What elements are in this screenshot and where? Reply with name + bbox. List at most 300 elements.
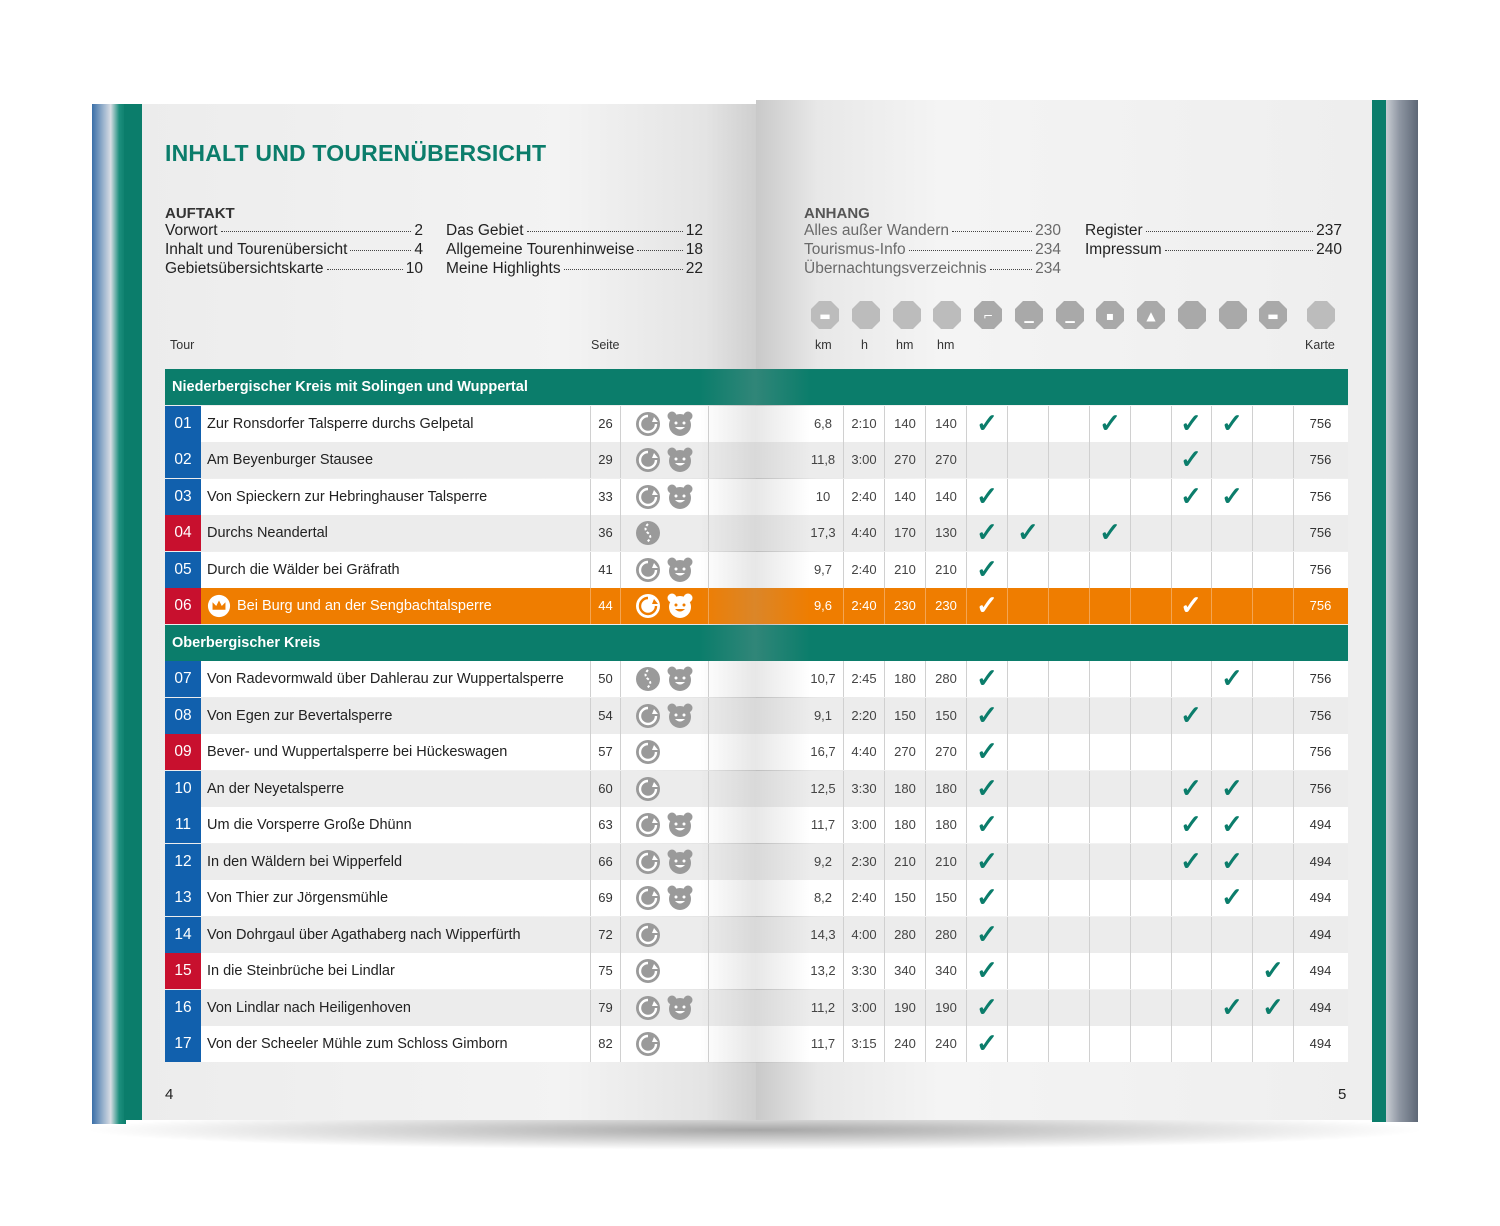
empty-category-cell xyxy=(1212,1026,1253,1062)
tour-ascent: 140 xyxy=(885,479,926,515)
toc-leader-dots xyxy=(564,269,683,270)
empty-category-cell xyxy=(1049,552,1090,588)
checkmark-icon: ✓ xyxy=(1171,844,1212,880)
tour-name-cell xyxy=(201,588,591,624)
round-trip-icon xyxy=(635,739,661,765)
gutter-cell xyxy=(709,771,803,807)
gutter-cell xyxy=(709,807,803,843)
tour-descent: 130 xyxy=(926,515,967,551)
empty-category-cell xyxy=(1212,953,1253,989)
toc-entry-label: Alles außer Wandern xyxy=(804,222,950,239)
tour-duration: 2:10 xyxy=(844,406,885,442)
tour-ascent: 180 xyxy=(885,771,926,807)
tour-row[interactable] xyxy=(165,1026,1348,1062)
svg-text:▪: ▪ xyxy=(1105,309,1115,323)
checkmark-icon: ✓ xyxy=(1090,515,1131,551)
toc-entry-label: Vorwort xyxy=(165,222,218,239)
svg-text:▁: ▁ xyxy=(1024,309,1034,323)
gutter-cell xyxy=(709,588,803,624)
tour-name-cell xyxy=(201,844,591,880)
tour-name: Von Thier zur Jörgensmühle xyxy=(207,890,389,906)
empty-category-cell xyxy=(1008,588,1049,624)
empty-category-cell xyxy=(1212,515,1253,551)
tour-page: 72 xyxy=(591,917,621,953)
tour-name: Von Spieckern zur Hebringhauser Talsperre xyxy=(207,488,488,505)
category-pictogram-icon xyxy=(1258,300,1288,330)
empty-category-cell xyxy=(1212,588,1253,624)
tour-map-number: 756 xyxy=(1309,415,1332,431)
toc-leader-dots xyxy=(1146,231,1313,232)
tour-descent: 280 xyxy=(926,661,967,697)
toc-entry-label: Inhalt und Tourenübersicht xyxy=(165,241,348,258)
tour-row[interactable] xyxy=(165,552,1348,588)
tour-number: 07 xyxy=(165,661,201,697)
empty-category-cell xyxy=(1008,406,1049,442)
empty-category-cell xyxy=(1131,588,1172,624)
tour-name: Von Radevormwald über Dahlerau zur Wuppertalsperre xyxy=(207,671,564,687)
tour-map-number: 756 xyxy=(1309,452,1332,467)
tour-number: 12 xyxy=(165,844,201,880)
tour-number: 02 xyxy=(165,442,201,478)
col-header-hm-down: hm xyxy=(937,338,955,352)
empty-category-cell xyxy=(1049,515,1090,551)
tour-number: 04 xyxy=(165,515,201,551)
anhang-title: ANHANG xyxy=(804,205,870,222)
tour-icons xyxy=(621,552,709,588)
tour-name-cell xyxy=(201,953,591,989)
tour-number: 05 xyxy=(165,552,201,588)
empty-category-cell xyxy=(1049,844,1090,880)
tour-icons xyxy=(621,844,709,880)
tour-ascent: 240 xyxy=(885,1026,926,1062)
tour-duration: 2:40 xyxy=(844,552,885,588)
empty-category-cell xyxy=(1212,698,1253,734)
tour-name: In die Steinbrüche bei Lindlar xyxy=(207,963,395,979)
tour-row[interactable] xyxy=(165,807,1348,843)
tour-number: 11 xyxy=(165,807,201,843)
tour-descent: 240 xyxy=(926,1026,967,1062)
checkmark-icon: ✓ xyxy=(1171,442,1212,478)
tour-row[interactable] xyxy=(165,479,1348,515)
empty-category-cell xyxy=(1253,698,1294,734)
checkmark-icon: ✓ xyxy=(1171,771,1212,807)
empty-category-cell xyxy=(1090,734,1131,770)
category-pictogram-icon xyxy=(1177,300,1207,330)
checkmark-icon: ✓ xyxy=(967,953,1008,989)
tour-name-cell xyxy=(201,661,591,697)
empty-category-cell xyxy=(1131,990,1172,1026)
empty-category-cell xyxy=(1090,917,1131,953)
tour-distance: 9,7 xyxy=(803,552,844,588)
tour-map-number: 494 xyxy=(1309,999,1332,1015)
tour-duration: 2:30 xyxy=(844,844,885,880)
empty-category-cell xyxy=(1253,807,1294,843)
tour-map-number: 756 xyxy=(1309,744,1332,759)
gutter-cell xyxy=(709,552,803,588)
empty-category-cell xyxy=(1171,917,1212,953)
toc-entry-label: Übernachtungsverzeichnis xyxy=(804,260,987,277)
round-trip-icon xyxy=(635,557,661,583)
checkmark-icon: ✓ xyxy=(967,515,1008,551)
tour-name-cell xyxy=(201,771,591,807)
toc-entry[interactable] xyxy=(165,222,423,241)
tour-map-number: 494 xyxy=(1309,890,1332,905)
tour-ascent: 150 xyxy=(885,880,926,916)
tour-descent: 340 xyxy=(926,953,967,989)
checkmark-icon: ✓ xyxy=(967,917,1008,953)
checkmark-icon: ✓ xyxy=(1212,990,1253,1026)
gutter-cell xyxy=(709,661,803,697)
toc-entry[interactable] xyxy=(446,222,703,241)
tour-descent: 270 xyxy=(926,442,967,478)
tour-duration: 3:00 xyxy=(844,990,885,1026)
toc-entry[interactable] xyxy=(446,241,703,260)
tour-name-cell xyxy=(201,990,591,1026)
checkmark-icon: ✓ xyxy=(1212,844,1253,880)
empty-category-cell xyxy=(1008,698,1049,734)
kids-bear-icon xyxy=(667,812,693,838)
empty-category-cell xyxy=(1253,406,1294,442)
empty-category-cell xyxy=(1090,807,1131,843)
tour-descent: 280 xyxy=(926,917,967,953)
tour-page: 75 xyxy=(591,953,621,989)
tour-descent: 150 xyxy=(926,698,967,734)
tour-name: Zur Ronsdorfer Talsperre durchs Gelpetal xyxy=(207,415,474,432)
empty-category-cell xyxy=(1049,953,1090,989)
tour-page: 57 xyxy=(591,734,621,770)
empty-category-cell xyxy=(1171,953,1212,989)
tour-icons xyxy=(621,479,709,515)
tour-distance: 14,3 xyxy=(803,917,844,953)
empty-category-cell xyxy=(1131,442,1172,478)
toc-leader-dots xyxy=(952,231,1032,232)
toc-entry[interactable] xyxy=(165,260,423,279)
tour-number: 16 xyxy=(165,990,201,1026)
tour-distance: 9,2 xyxy=(803,844,844,880)
tour-row[interactable] xyxy=(165,953,1348,989)
tour-row[interactable] xyxy=(165,661,1348,697)
highlight-crown-icon xyxy=(207,594,231,618)
tour-name: Am Beyenburger Stausee xyxy=(207,452,374,468)
tour-ascent: 150 xyxy=(885,698,926,734)
round-trip-icon xyxy=(635,885,661,911)
tour-name-cell xyxy=(201,442,591,478)
tour-row[interactable] xyxy=(165,844,1348,880)
one-way-path-icon xyxy=(635,520,661,546)
toc-entry-page: 22 xyxy=(685,260,703,277)
tour-row[interactable] xyxy=(165,588,1348,624)
tour-distance: 17,3 xyxy=(803,515,844,551)
empty-category-cell xyxy=(1131,880,1172,916)
tour-row[interactable] xyxy=(165,880,1348,916)
gutter-cell xyxy=(709,953,803,989)
toc-entry[interactable] xyxy=(804,241,1061,260)
category-pictogram-icon xyxy=(932,300,962,330)
tour-name-cell xyxy=(201,880,591,916)
tour-duration: 2:40 xyxy=(844,588,885,624)
section-title: Oberbergischer Kreis xyxy=(172,634,321,651)
empty-category-cell xyxy=(1049,771,1090,807)
tour-map-number: 494 xyxy=(1309,963,1332,978)
checkmark-icon: ✓ xyxy=(1171,406,1212,442)
tour-name-cell xyxy=(201,698,591,734)
empty-category-cell xyxy=(1171,734,1212,770)
tour-icons xyxy=(621,698,709,734)
tour-page: 79 xyxy=(591,990,621,1026)
tour-descent: 180 xyxy=(926,807,967,843)
tour-row[interactable] xyxy=(165,771,1348,807)
tour-distance: 11,7 xyxy=(803,807,844,843)
tour-name: Von der Scheeler Mühle zum Schloss Gimborn xyxy=(207,1036,508,1052)
checkmark-icon: ✓ xyxy=(1171,807,1212,843)
tour-ascent: 180 xyxy=(885,661,926,697)
empty-category-cell xyxy=(1171,552,1212,588)
checkmark-icon: ✓ xyxy=(1212,406,1253,442)
tour-page: 54 xyxy=(591,698,621,734)
tour-row[interactable] xyxy=(165,698,1348,734)
tour-duration: 2:45 xyxy=(844,661,885,697)
toc-entry-label: Das Gebiet xyxy=(446,222,524,239)
tour-number: 08 xyxy=(165,698,201,734)
tour-name: Durchs Neandertal xyxy=(207,525,328,541)
tour-descent: 150 xyxy=(926,880,967,916)
empty-category-cell xyxy=(967,442,1008,478)
empty-category-cell xyxy=(1253,552,1294,588)
empty-category-cell xyxy=(1253,661,1294,697)
tour-name: Von Egen zur Bevertalsperre xyxy=(207,707,393,724)
tour-map-number: 494 xyxy=(1309,817,1332,832)
tour-row[interactable] xyxy=(165,990,1348,1026)
tour-ascent: 210 xyxy=(885,844,926,880)
empty-category-cell xyxy=(1008,917,1049,953)
checkmark-icon: ✓ xyxy=(1171,698,1212,734)
gutter-cell xyxy=(709,990,803,1026)
tour-page: 50 xyxy=(591,661,621,697)
tour-map-number: 756 xyxy=(1309,561,1332,577)
empty-category-cell xyxy=(1253,1026,1294,1062)
empty-category-cell xyxy=(1171,661,1212,697)
toc-entry[interactable] xyxy=(1085,222,1342,241)
tour-distance: 12,5 xyxy=(803,771,844,807)
empty-category-cell xyxy=(1008,734,1049,770)
tour-number: 10 xyxy=(165,771,201,807)
round-trip-icon xyxy=(635,703,661,729)
tour-descent: 190 xyxy=(926,990,967,1026)
col-header-km: km xyxy=(815,338,832,352)
tour-icons xyxy=(621,1026,709,1062)
tour-row[interactable] xyxy=(165,515,1348,551)
empty-category-cell xyxy=(1131,844,1172,880)
tour-page: 36 xyxy=(591,515,621,551)
checkmark-icon: ✓ xyxy=(1212,807,1253,843)
empty-category-cell xyxy=(1212,552,1253,588)
empty-category-cell xyxy=(1008,552,1049,588)
empty-category-cell xyxy=(1090,844,1131,880)
tour-icons xyxy=(621,442,709,478)
empty-category-cell xyxy=(1212,734,1253,770)
tour-row[interactable] xyxy=(165,734,1348,770)
col-header-h: h xyxy=(861,338,868,352)
empty-category-cell xyxy=(1008,880,1049,916)
tour-ascent: 140 xyxy=(885,406,926,442)
empty-category-cell xyxy=(1008,661,1049,697)
tour-icons xyxy=(621,661,709,697)
empty-category-cell xyxy=(1131,479,1172,515)
tour-map-number: 494 xyxy=(1309,926,1332,942)
tour-distance: 6,8 xyxy=(803,406,844,442)
tour-name-cell xyxy=(201,479,591,515)
toc-leader-dots xyxy=(909,250,1032,251)
empty-category-cell xyxy=(1090,442,1131,478)
tour-row[interactable] xyxy=(165,406,1348,442)
toc-entry-page: 18 xyxy=(685,241,703,258)
empty-category-cell xyxy=(1131,552,1172,588)
empty-category-cell xyxy=(1253,588,1294,624)
tour-row[interactable] xyxy=(165,442,1348,478)
tour-icons xyxy=(621,771,709,807)
tour-descent: 180 xyxy=(926,771,967,807)
tour-page: 66 xyxy=(591,844,621,880)
toc-leader-dots xyxy=(350,250,411,251)
checkmark-icon: ✓ xyxy=(1008,515,1049,551)
kids-bear-icon xyxy=(667,593,693,619)
empty-category-cell xyxy=(1253,442,1294,478)
empty-category-cell xyxy=(1008,953,1049,989)
tour-name-cell xyxy=(201,734,591,770)
empty-category-cell xyxy=(1253,844,1294,880)
tour-map-number: 756 xyxy=(1309,707,1332,723)
empty-category-cell xyxy=(1008,442,1049,478)
tour-descent: 230 xyxy=(926,588,967,624)
tour-ascent: 340 xyxy=(885,953,926,989)
checkmark-icon: ✓ xyxy=(967,771,1008,807)
empty-category-cell xyxy=(1049,406,1090,442)
empty-category-cell xyxy=(1008,479,1049,515)
tour-ascent: 170 xyxy=(885,515,926,551)
tour-map-number: 756 xyxy=(1309,598,1332,613)
auftakt-title: AUFTAKT xyxy=(165,205,235,222)
empty-category-cell xyxy=(1090,661,1131,697)
gutter-cell xyxy=(709,734,803,770)
empty-category-cell xyxy=(1090,990,1131,1026)
svg-text:▁: ▁ xyxy=(1065,309,1075,323)
tour-number: 14 xyxy=(165,917,201,953)
toc-entry-label: Impressum xyxy=(1085,241,1162,258)
tour-number: 17 xyxy=(165,1026,201,1062)
toc-entry-page: 12 xyxy=(685,222,703,239)
toc-entry[interactable] xyxy=(446,260,703,279)
tour-distance: 8,2 xyxy=(803,880,844,916)
tour-descent: 210 xyxy=(926,552,967,588)
tour-page: 26 xyxy=(591,406,621,442)
empty-category-cell xyxy=(1090,880,1131,916)
tour-number: 06 xyxy=(165,588,201,624)
empty-category-cell xyxy=(1008,771,1049,807)
toc-leader-dots xyxy=(637,250,682,251)
checkmark-icon: ✓ xyxy=(967,844,1008,880)
tour-name-cell xyxy=(201,917,591,953)
tour-icons xyxy=(621,880,709,916)
tour-icons xyxy=(621,990,709,1026)
category-pictogram-icon xyxy=(1055,300,1085,330)
toc-entry[interactable] xyxy=(804,222,1061,241)
svg-text:⌐: ⌐ xyxy=(982,309,994,323)
tour-duration: 4:00 xyxy=(844,917,885,953)
checkmark-icon: ✓ xyxy=(1090,406,1131,442)
gutter-cell xyxy=(709,917,803,953)
tour-distance: 10 xyxy=(803,479,844,515)
empty-category-cell xyxy=(1212,917,1253,953)
tour-icons xyxy=(621,515,709,551)
toc-entry[interactable] xyxy=(804,260,1061,279)
tour-page: 29 xyxy=(591,442,621,478)
empty-category-cell xyxy=(1253,880,1294,916)
toc-leader-dots xyxy=(1165,250,1313,251)
tour-name: Von Lindlar nach Heiligenhoven xyxy=(207,999,411,1016)
empty-category-cell xyxy=(1049,442,1090,478)
checkmark-icon: ✓ xyxy=(967,406,1008,442)
tour-page: 41 xyxy=(591,552,621,588)
category-pictogram-icon xyxy=(810,300,840,330)
book-edge-left xyxy=(92,104,126,1124)
tour-duration: 4:40 xyxy=(844,734,885,770)
tour-ascent: 270 xyxy=(885,734,926,770)
tour-duration: 3:30 xyxy=(844,953,885,989)
tour-name-cell xyxy=(201,552,591,588)
toc-entry[interactable] xyxy=(165,241,423,260)
round-trip-icon xyxy=(635,995,661,1021)
checkmark-icon: ✓ xyxy=(967,698,1008,734)
tour-number: 09 xyxy=(165,734,201,770)
tour-name: Durch die Wälder bei Gräfrath xyxy=(207,561,400,578)
empty-category-cell xyxy=(1049,1026,1090,1062)
kids-bear-icon xyxy=(667,995,693,1021)
tour-ascent: 180 xyxy=(885,807,926,843)
tour-distance: 9,1 xyxy=(803,698,844,734)
checkmark-icon: ✓ xyxy=(967,479,1008,515)
tour-distance: 11,7 xyxy=(803,1026,844,1062)
tour-duration: 3:00 xyxy=(844,807,885,843)
empty-category-cell xyxy=(1131,953,1172,989)
round-trip-icon xyxy=(635,593,661,619)
toc-entry-page: 230 xyxy=(1035,222,1061,239)
svg-text:▬: ▬ xyxy=(819,309,831,323)
toc-entry[interactable] xyxy=(1085,241,1342,260)
empty-category-cell xyxy=(1049,661,1090,697)
tour-number: 15 xyxy=(165,953,201,989)
checkmark-icon: ✓ xyxy=(967,1026,1008,1062)
empty-category-cell xyxy=(1253,515,1294,551)
gutter-cell xyxy=(709,698,803,734)
tour-page: 60 xyxy=(591,771,621,807)
toc-leader-dots xyxy=(527,231,683,232)
tour-number: 13 xyxy=(165,880,201,916)
checkmark-icon: ✓ xyxy=(1171,479,1212,515)
tour-icons xyxy=(621,406,709,442)
empty-category-cell xyxy=(1131,771,1172,807)
empty-category-cell xyxy=(1090,953,1131,989)
category-pictogram-icon xyxy=(1218,300,1248,330)
tour-map-number: 756 xyxy=(1309,671,1332,686)
toc-leader-dots xyxy=(327,269,403,270)
gutter-cell xyxy=(709,479,803,515)
tour-duration: 2:40 xyxy=(844,880,885,916)
tour-name: In den Wäldern bei Wipperfeld xyxy=(207,853,403,870)
checkmark-icon: ✓ xyxy=(1212,479,1253,515)
tour-row[interactable] xyxy=(165,917,1348,953)
tour-name-cell xyxy=(201,807,591,843)
checkmark-icon: ✓ xyxy=(967,588,1008,624)
